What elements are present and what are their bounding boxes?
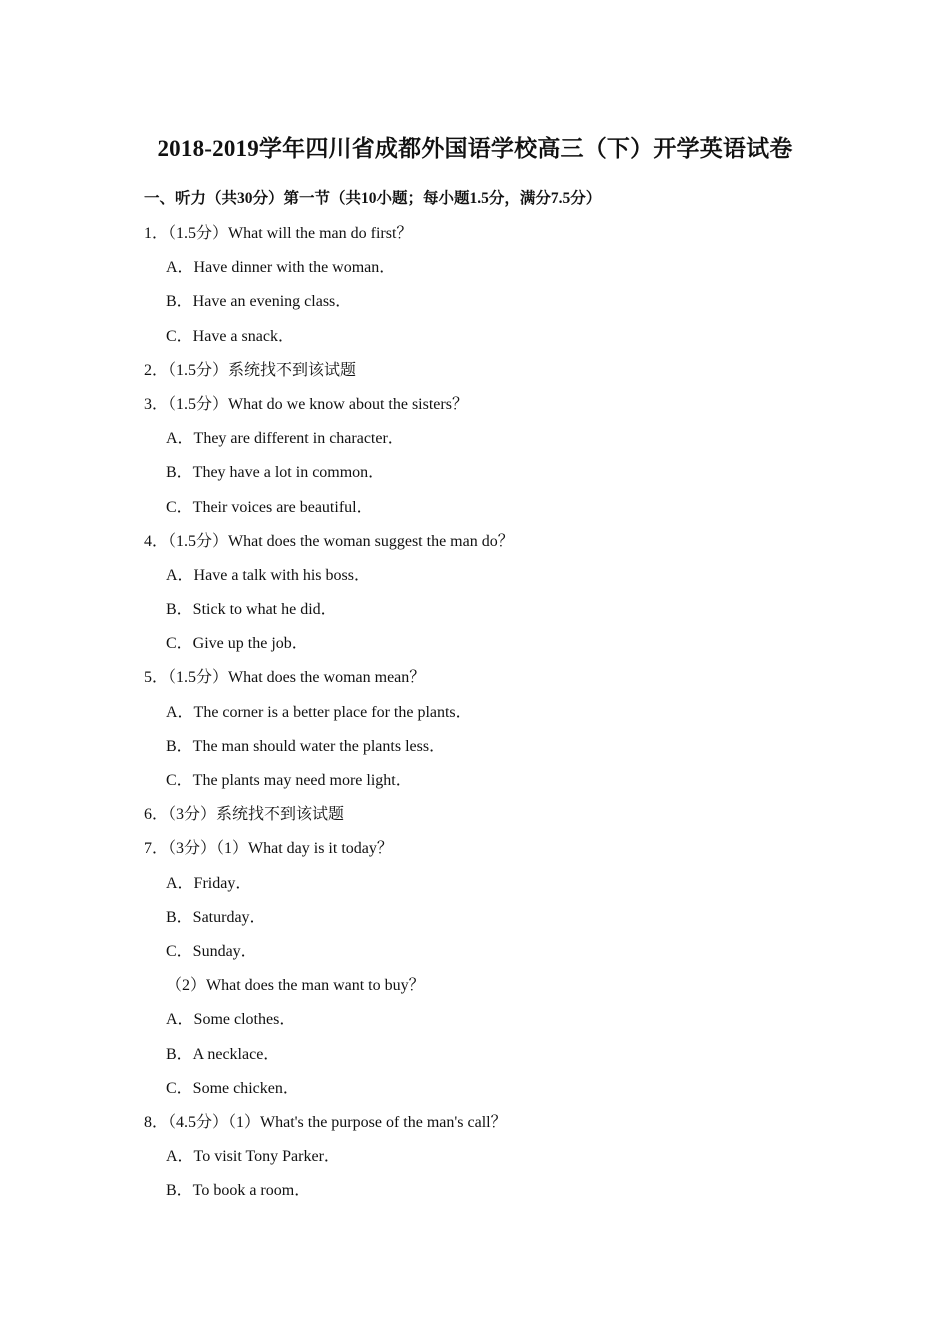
option-line: B．To book a room． bbox=[166, 1182, 311, 1200]
question-line: 2．（1.5分）系统找不到该试题 bbox=[144, 361, 357, 379]
option-line: A．Friday． bbox=[166, 874, 252, 892]
option-line: C．Sunday． bbox=[166, 942, 257, 960]
question-list bbox=[0, 221, 950, 1212]
question-line: 1．（1.5分）What will the man do first？ bbox=[144, 225, 413, 242]
option-line: A．They are different in character． bbox=[166, 430, 404, 448]
question-line: 3．（1.5分）What do we know about the sisters？ bbox=[144, 395, 468, 413]
option-line: B．A necklace． bbox=[166, 1045, 280, 1063]
option-line: C．Have a snack． bbox=[166, 327, 294, 345]
option-line: B．Saturday． bbox=[166, 908, 266, 926]
option-line: C．Some chicken． bbox=[166, 1079, 299, 1097]
sub-question-line: （2）What does the man want to buy？ bbox=[166, 977, 425, 995]
option-line: B．Have an evening class． bbox=[166, 293, 352, 311]
option-line: B．Stick to what he did． bbox=[166, 601, 337, 619]
option-line: A．Have dinner with the woman． bbox=[166, 259, 396, 277]
option-line: A．The corner is a better place for the plants． bbox=[166, 703, 472, 721]
option-line: A．Have a talk with his boss． bbox=[166, 566, 370, 584]
option-line: B．They have a lot in common． bbox=[166, 464, 385, 482]
question-line: 7．（3分）（1）What day is it today？ bbox=[144, 840, 393, 858]
option-line: A．To visit Tony Parker． bbox=[166, 1148, 340, 1166]
section-heading-listening: 一、听力（共30分）第一节（共10小题；每小题1.5分，满分7.5分） bbox=[144, 190, 602, 207]
exam-title: 2018-2019学年四川省成都外国语学校高三（下）开学英语试卷 bbox=[157, 136, 793, 161]
option-line: A．Some clothes． bbox=[166, 1011, 296, 1029]
question-line: 4．（1.5分）What does the woman suggest the man do？ bbox=[144, 532, 514, 550]
option-line: B．The man should water the plants less． bbox=[166, 737, 446, 755]
question-line: 6．（3分）系统找不到该试题 bbox=[144, 806, 345, 824]
question-line: 5．（1.5分）What does the woman mean？ bbox=[144, 669, 426, 687]
question-line: 8．（4.5分）（1）What's the purpose of the man's call？ bbox=[144, 1113, 507, 1131]
option-line: C．Their voices are beautiful． bbox=[166, 498, 373, 516]
option-line: C．Give up the job． bbox=[166, 635, 308, 653]
option-line: C．The plants may need more light． bbox=[166, 772, 412, 789]
